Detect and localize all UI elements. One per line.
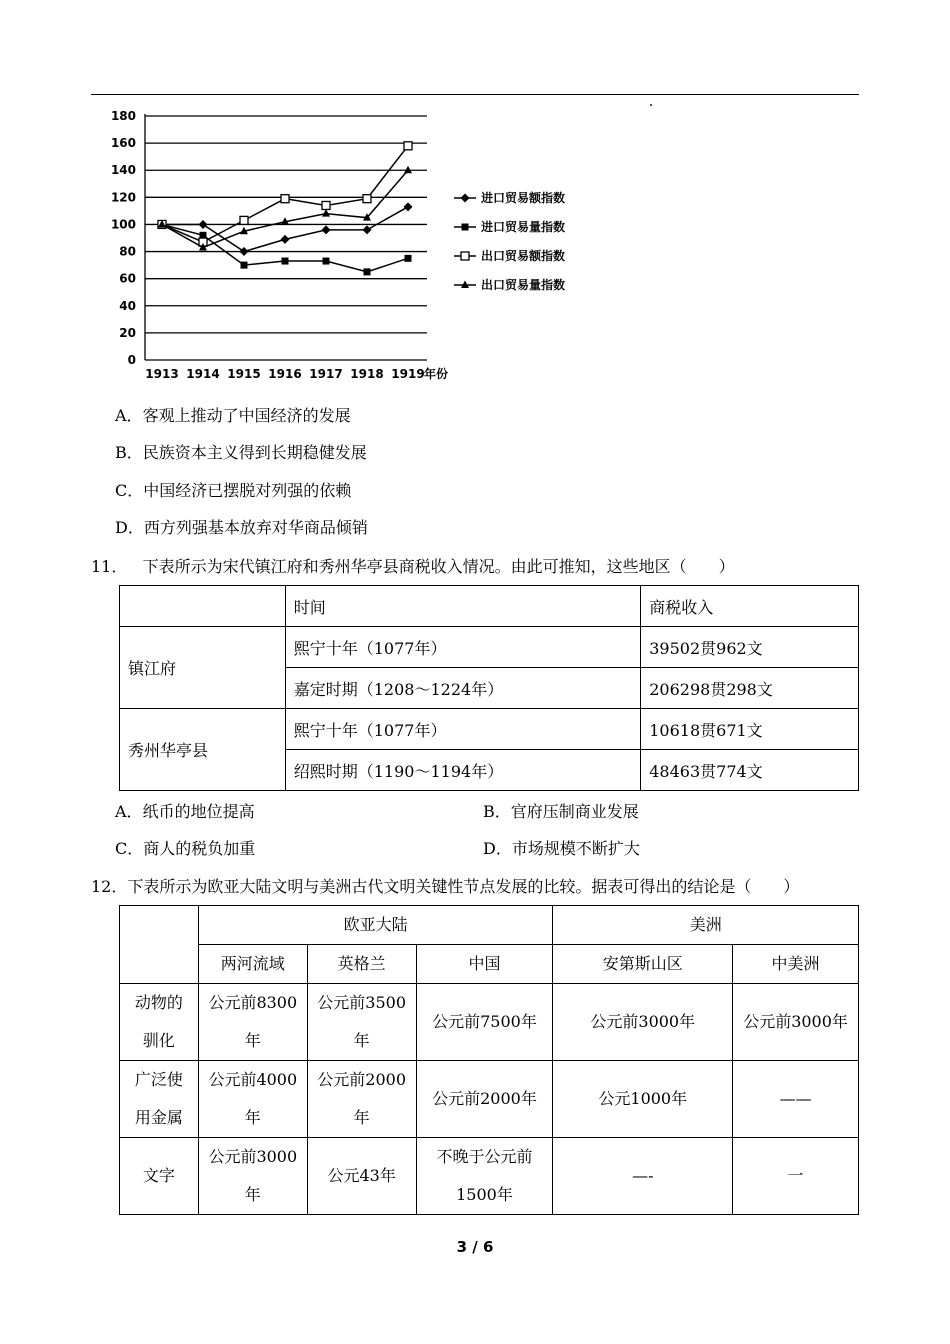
y-tick-label: 20 [119,325,136,340]
data-cell [307,1138,416,1215]
x-tick-label: 1913 [145,367,179,381]
q10-option-a [115,405,351,427]
income-cell: 206298贯298文 [641,668,859,709]
legend-label: 进口贸易量指数 [481,220,566,234]
data-cell [733,1138,859,1215]
x-axis-unit-label: 年份 [424,367,449,381]
civilization-table [119,905,859,1215]
legend-label: 出口贸易额指数 [481,249,566,263]
q11-stem [91,556,735,578]
q12-number: 12． [91,877,128,896]
option-text: 市场规模不断扩大 [511,839,640,858]
cell-text: 公元1000年 [598,1089,688,1108]
option-letter: B． [483,802,511,821]
column-header: 两河流域 [198,945,307,984]
q11-stem-text: 下表所示为宋代镇江府和秀州华亭县商税收入情况。由此可推知，这些地区（ ） [142,557,735,576]
table-row [120,984,859,1061]
income-cell: 10618贯671文 [641,709,859,750]
cell-text: 一 [787,1166,804,1185]
cell-text: 公元前3500 [317,993,407,1012]
column-header: 安第斯山区 [553,945,733,984]
data-cell [733,984,859,1061]
option-letter: D． [483,839,512,858]
header-cell: 商税收入 [641,586,859,627]
data-point [322,225,331,234]
cell-text: 年 [244,1108,261,1127]
data-cell [307,984,416,1061]
time-cell: 嘉定时期（1208～1224年） [285,668,640,709]
option-letter: B． [115,443,143,462]
data-point [363,225,372,234]
option-text: 民族资本主义得到长期稳健发展 [142,443,367,462]
data-point [240,247,249,256]
group-header-row [120,906,859,945]
legend-label: 出口贸易量指数 [481,278,566,292]
cell-text: 驯化 [142,1031,175,1050]
table-row [120,1138,859,1215]
q11-option-a [115,801,255,823]
option-text: 官府压制商业发展 [510,802,639,821]
y-tick-label: 100 [110,217,136,232]
q10-option-d [115,517,368,539]
q11-option-c [115,838,255,860]
y-tick-label: 180 [110,109,136,123]
data-cell [553,984,733,1061]
legend-marker [462,224,469,231]
place-cell: 秀州华亭县 [120,709,286,791]
cell-text: 公元前3000年 [590,1012,696,1031]
data-point [404,202,413,211]
data-cell [198,1138,307,1215]
option-text: 纸币的地位提高 [142,802,255,821]
y-tick-label: 160 [110,136,136,151]
y-tick-label: 140 [110,163,136,178]
income-cell: 39502贯962文 [641,627,859,668]
q12-stem [91,876,799,898]
data-point [404,166,412,174]
option-text: 客观上推动了中国经济的发展 [142,406,351,425]
top-rule [91,94,859,95]
cell-text: —— [779,1089,812,1108]
cell-text: 动物的 [134,993,183,1012]
cell-text: —- [632,1166,654,1185]
cell-text: 年 [353,1031,370,1050]
data-point [322,209,330,217]
column-header: 中国 [416,945,553,984]
time-cell: 绍熙时期（1190～1194年） [285,750,640,791]
option-text: 西方列强基本放弃对华商品倾销 [143,518,368,537]
cell-text: 公元43年 [327,1166,396,1185]
data-cell [198,984,307,1061]
column-header-row [120,945,859,984]
option-letter: D． [115,518,144,537]
cell-text: 1500年 [456,1185,513,1204]
data-point [199,220,208,229]
time-cell: 熙宁十年（1077年） [285,709,640,750]
column-header: 英格兰 [307,945,416,984]
x-tick-label: 1915 [227,367,261,381]
data-cell [416,1138,553,1215]
option-letter: C． [115,839,144,858]
data-point [363,195,371,203]
data-cell [416,984,553,1061]
x-tick-label: 1918 [350,367,384,381]
x-tick-label: 1916 [268,367,302,381]
table-row [120,627,859,668]
cell-text: 公元前4000 [208,1070,298,1089]
data-cell [553,1061,733,1138]
y-tick-label: 0 [127,353,136,367]
data-point [281,235,290,244]
group-header-eurasia: 欧亚大陆 [198,906,553,945]
data-point [364,268,371,275]
table-row [120,1061,859,1138]
cell-text: 广泛使 [134,1070,183,1089]
series-line-1 [162,224,408,271]
data-cell [733,1061,859,1138]
y-tick-label: 80 [119,244,136,259]
cell-text: 公元前3000 [208,1147,298,1166]
page-number: 3 / 6 [456,1238,494,1256]
cell-text: 年 [244,1185,261,1204]
option-text: 中国经济已摆脱对列强的依赖 [143,481,352,500]
cell-text: 年 [353,1108,370,1127]
cell-text: 公元前8300 [208,993,298,1012]
cell-text: 公元前2000年 [432,1089,537,1108]
group-header-americas: 美洲 [553,906,859,945]
row-label [120,984,199,1061]
data-cell [553,1138,733,1215]
data-point [241,262,248,269]
tax-table [119,585,859,791]
data-cell [307,1061,416,1138]
empty-cell [120,906,199,984]
data-point [240,216,248,224]
y-tick-label: 40 [119,298,136,313]
cell-text: 公元前2000 [317,1070,407,1089]
cell-text: 公元前7500年 [432,1012,537,1031]
y-tick-label: 60 [119,271,136,286]
column-header: 中美洲 [733,945,859,984]
option-text: 商人的税负加重 [143,839,256,858]
q10-option-b [115,442,367,464]
cell-text: 用金属 [134,1108,183,1127]
header-cell [120,586,286,627]
q12-stem-text: 下表所示为欧亚大陆文明与美洲古代文明关键性节点发展的比较。据表可得出的结论是（ ） [127,877,800,896]
cell-text: 文字 [142,1166,175,1185]
cell-text: 不晚于公元前 [436,1147,533,1166]
legend-label: 进口贸易额指数 [481,191,566,205]
data-cell [198,1061,307,1138]
option-letter: A． [115,406,143,425]
time-cell: 熙宁十年（1077年） [285,627,640,668]
data-cell [416,1061,553,1138]
legend-marker [461,252,469,260]
q10-option-c [115,480,351,502]
data-point [322,201,330,209]
y-tick-label: 120 [110,190,136,205]
q11-option-b [483,801,639,823]
data-point [404,142,412,150]
place-cell: 镇江府 [120,627,286,709]
x-tick-label: 1914 [186,367,220,381]
trade-index-chart [100,100,600,390]
stray-dot [650,104,652,106]
q11-option-d [483,838,640,860]
legend-marker [461,194,470,203]
x-tick-label: 1917 [309,367,343,381]
data-point [405,255,412,262]
option-letter: A． [115,802,143,821]
x-tick-label: 1919 [391,367,425,381]
header-cell: 时间 [285,586,640,627]
cell-text: 年 [244,1031,261,1050]
row-label [120,1138,199,1215]
row-label [120,1061,199,1138]
data-point [281,195,289,203]
data-point [282,258,289,265]
option-letter: C． [115,481,144,500]
income-cell: 48463贯774文 [641,750,859,791]
table-header-row [120,586,859,627]
table-row [120,709,859,750]
q11-number: 11． [91,557,128,576]
data-point [323,258,330,265]
cell-text: 公元前3000年 [743,1012,848,1031]
